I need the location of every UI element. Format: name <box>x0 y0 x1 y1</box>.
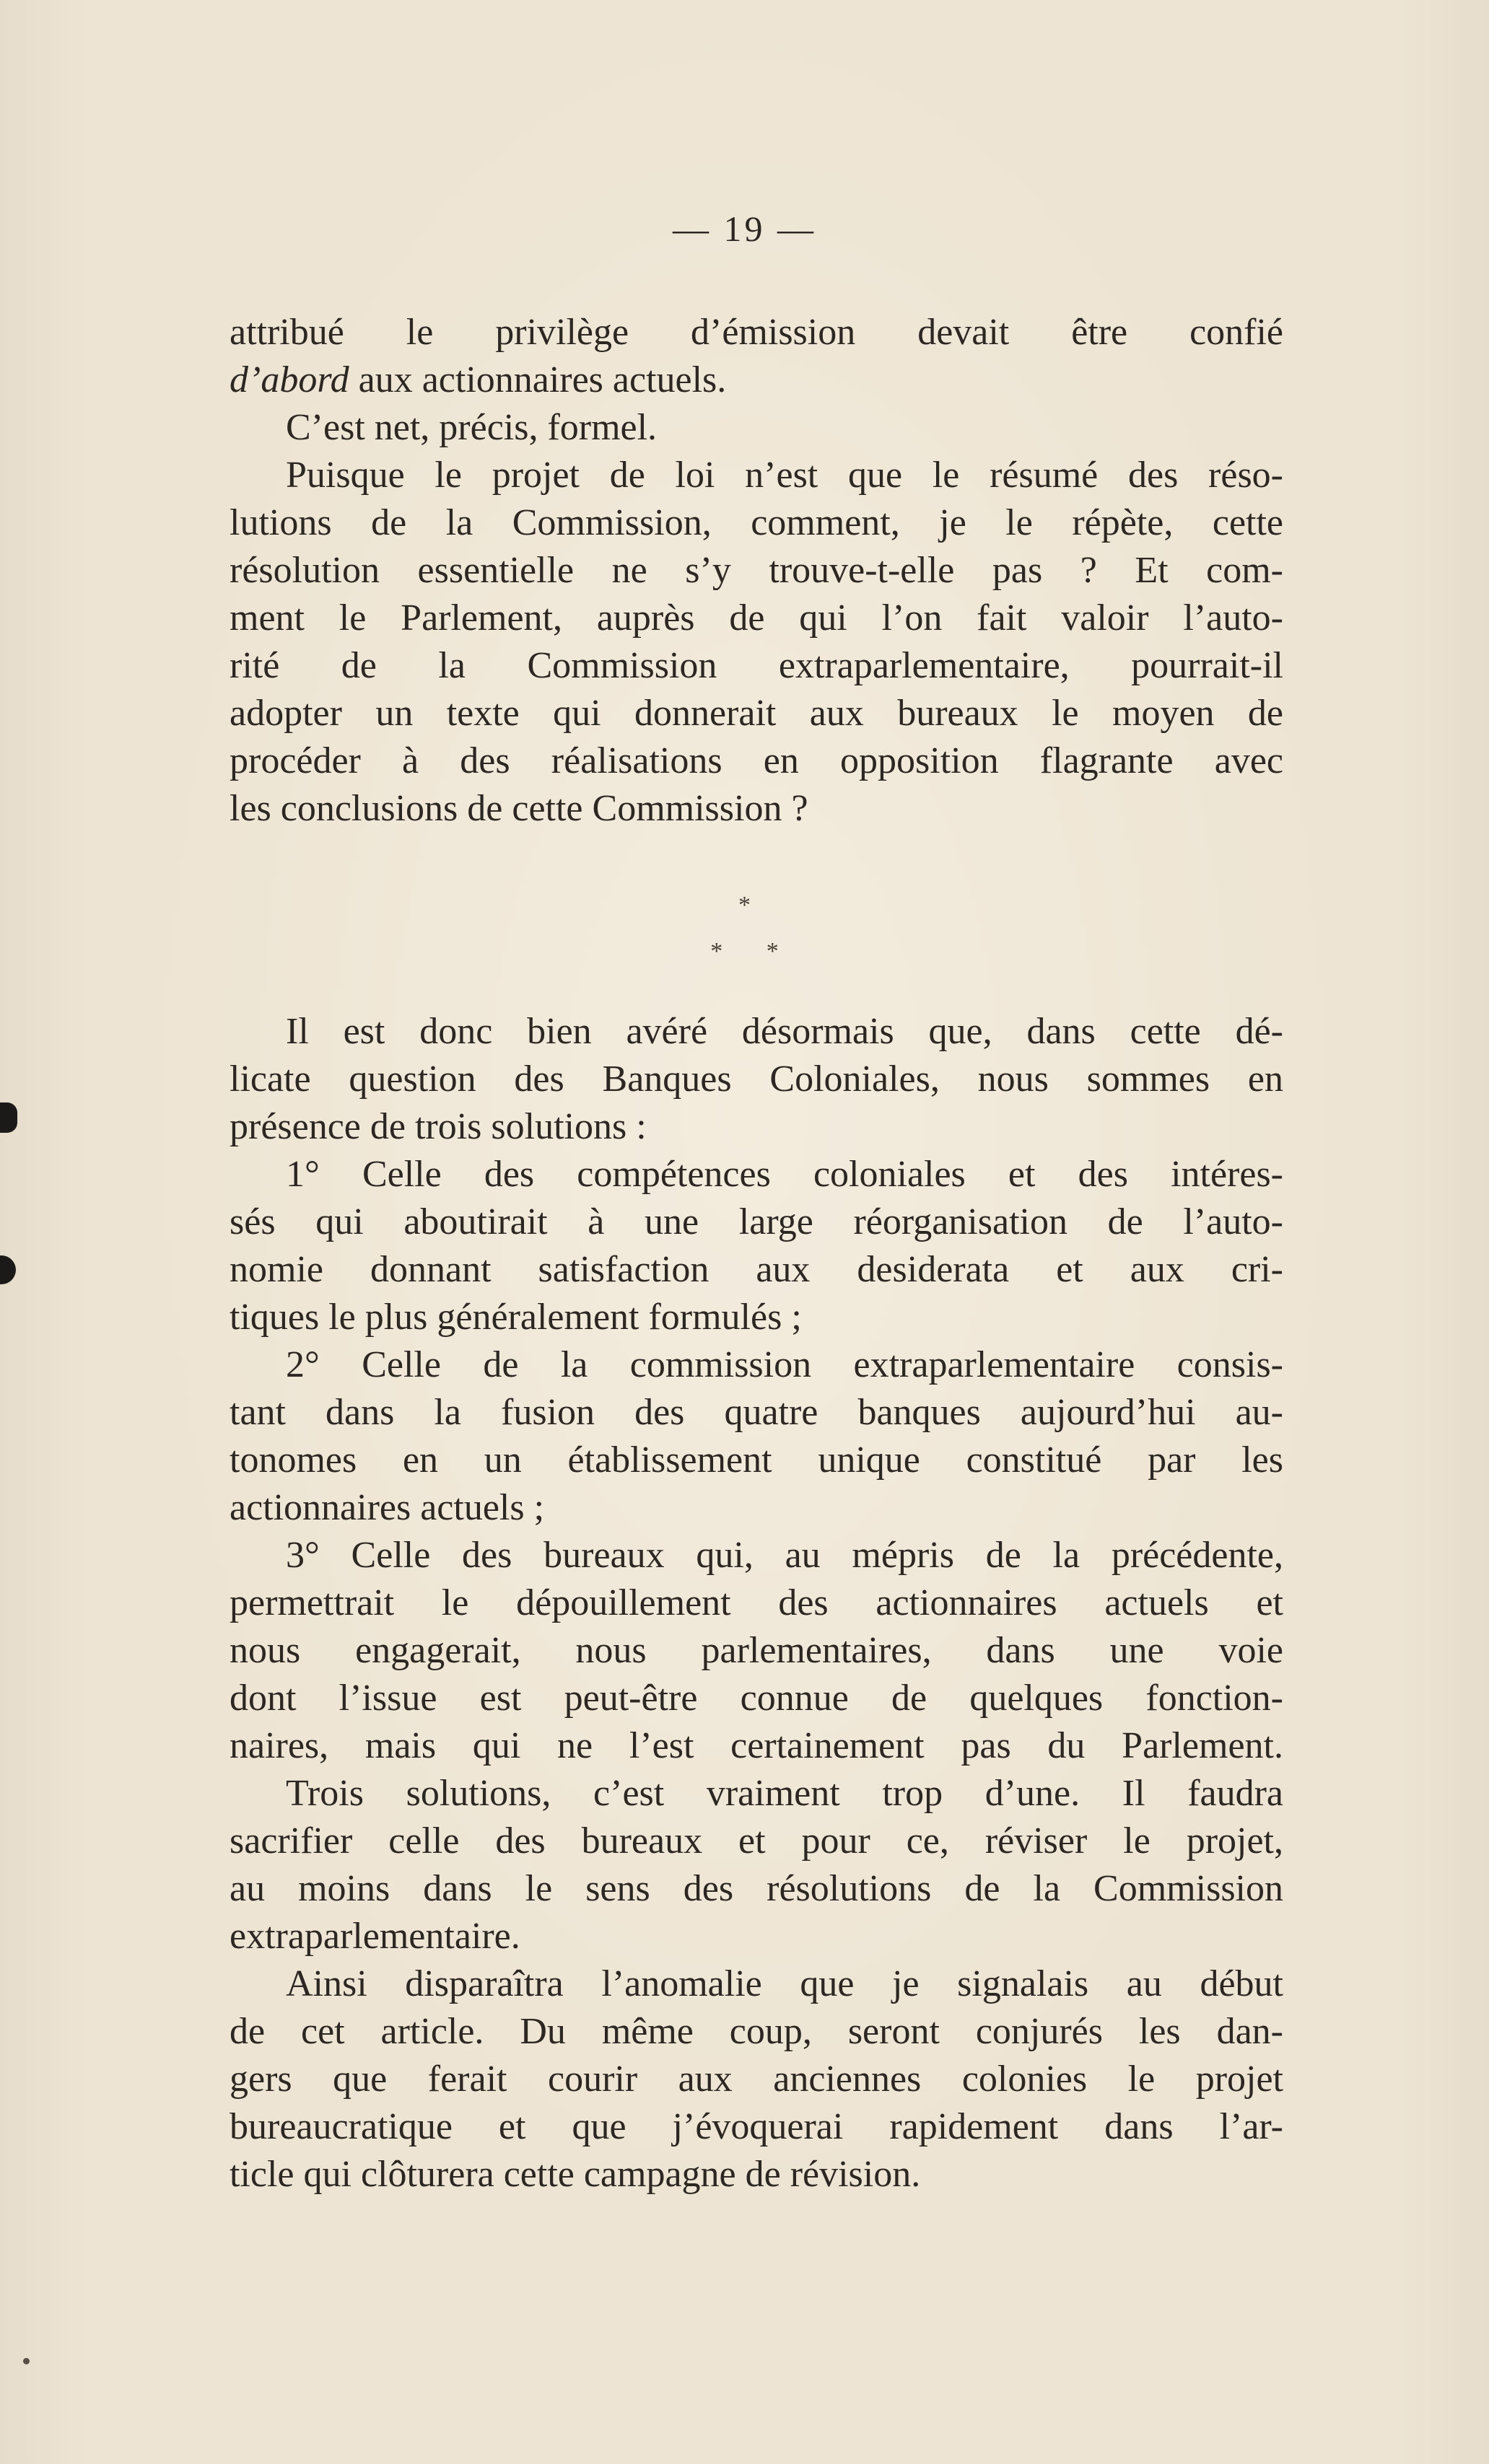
text-line: Il est donc bien avéré désormais que, dans cette dé- <box>286 1011 1283 1052</box>
text-line: présence de trois solutions : <box>230 1106 647 1147</box>
text-line: 2° Celle de la commission extraparlementaire consis- <box>286 1344 1283 1385</box>
text-line: naires, mais qui ne l’est certainement pas du Parlement. <box>230 1725 1283 1766</box>
text-line: actionnaires actuels ; <box>230 1487 545 1528</box>
binding-mark <box>0 1255 16 1284</box>
text-line: rité de la Commission extraparlementaire, pourrait-il <box>230 645 1283 686</box>
text-line <box>230 356 1283 404</box>
text-line: tonomes en un établissement unique constitué par les <box>230 1439 1283 1481</box>
text-line: ment le Parlement, auprès de qui l’on fait valoir l’auto- <box>230 597 1283 639</box>
paragraph-continuation <box>230 309 1283 833</box>
text-line: nous engagerait, nous parlementaires, dans une voie <box>230 1630 1283 1671</box>
text-line: C’est net, précis, formel. <box>286 407 658 448</box>
text-line: tiques le plus généralement formulés ; <box>230 1297 802 1338</box>
text-line: procéder à des réalisations en opposition flagrante avec <box>230 740 1283 781</box>
paragraph-main <box>230 1008 1283 2198</box>
binding-mark <box>0 1102 17 1133</box>
text-line: les conclusions de cette Commission ? <box>230 788 808 829</box>
text-line: lutions de la Commission, comment, je le répète, cette <box>230 502 1283 543</box>
text-line: sacrifier celle des bureaux et pour ce, réviser le projet, <box>230 1820 1283 1862</box>
text-line: nomie donnant satisfaction aux desiderata et aux cri- <box>230 1249 1283 1290</box>
text-fragment: aux actionnaires actuels. <box>349 359 727 400</box>
text-line: Ainsi disparaîtra l’anomalie que je signalais au début <box>286 1963 1283 2004</box>
ink-speck <box>23 2358 30 2364</box>
text-line: Puisque le projet de loi n’est que le résumé des réso- <box>286 455 1283 496</box>
text-line: 3° Celle des bureaux qui, au mépris de la précédente, <box>286 1535 1283 1576</box>
text-line: 1° Celle des compétences coloniales et des intéres- <box>286 1154 1283 1195</box>
text-line: résolution essentielle ne s’y trouve-t-elle pas ? Et com- <box>230 550 1283 591</box>
page-number: — 19 — <box>673 209 816 249</box>
text-line: gers que ferait courir aux anciennes colonies le projet <box>230 2059 1283 2100</box>
text-line: de cet article. Du même coup, seront conjurés les dan- <box>230 2011 1283 2052</box>
asterism-star: * <box>766 938 779 965</box>
text-line: licate question des Banques Coloniales, nous sommes en <box>230 1058 1283 1100</box>
text-line: tant dans la fusion des quatre banques aujourd’hui au- <box>230 1392 1283 1433</box>
text-line: sés qui aboutirait à une large réorganisation de l’auto- <box>230 1201 1283 1242</box>
text-line: bureaucratique et que j’évoquerai rapidement dans l’ar- <box>230 2106 1283 2147</box>
text-line: adopter un texte qui donnerait aux bureaux le moyen de <box>230 693 1283 734</box>
text-line: attribué le privilège d’émission devait être confié <box>230 312 1283 353</box>
text-line: permettrait le dépouillement des actionnaires actuels et <box>230 1582 1283 1623</box>
asterism-bottom <box>0 938 1489 965</box>
text-line: dont l’issue est peut-être connue de quelques fonction- <box>230 1678 1283 1719</box>
asterism-top: * <box>738 892 751 918</box>
text-line: ticle qui clôturera cette campagne de révision. <box>230 2154 921 2195</box>
italic-emphasis: d’abord <box>230 359 349 400</box>
text-line: au moins dans le sens des résolutions de la Commission <box>230 1868 1283 1909</box>
text-line: Trois solutions, c’est vraiment trop d’une. Il faudra <box>286 1773 1283 1814</box>
text-line: extraparlementaire. <box>230 1916 520 1957</box>
asterism-star: * <box>710 938 723 965</box>
